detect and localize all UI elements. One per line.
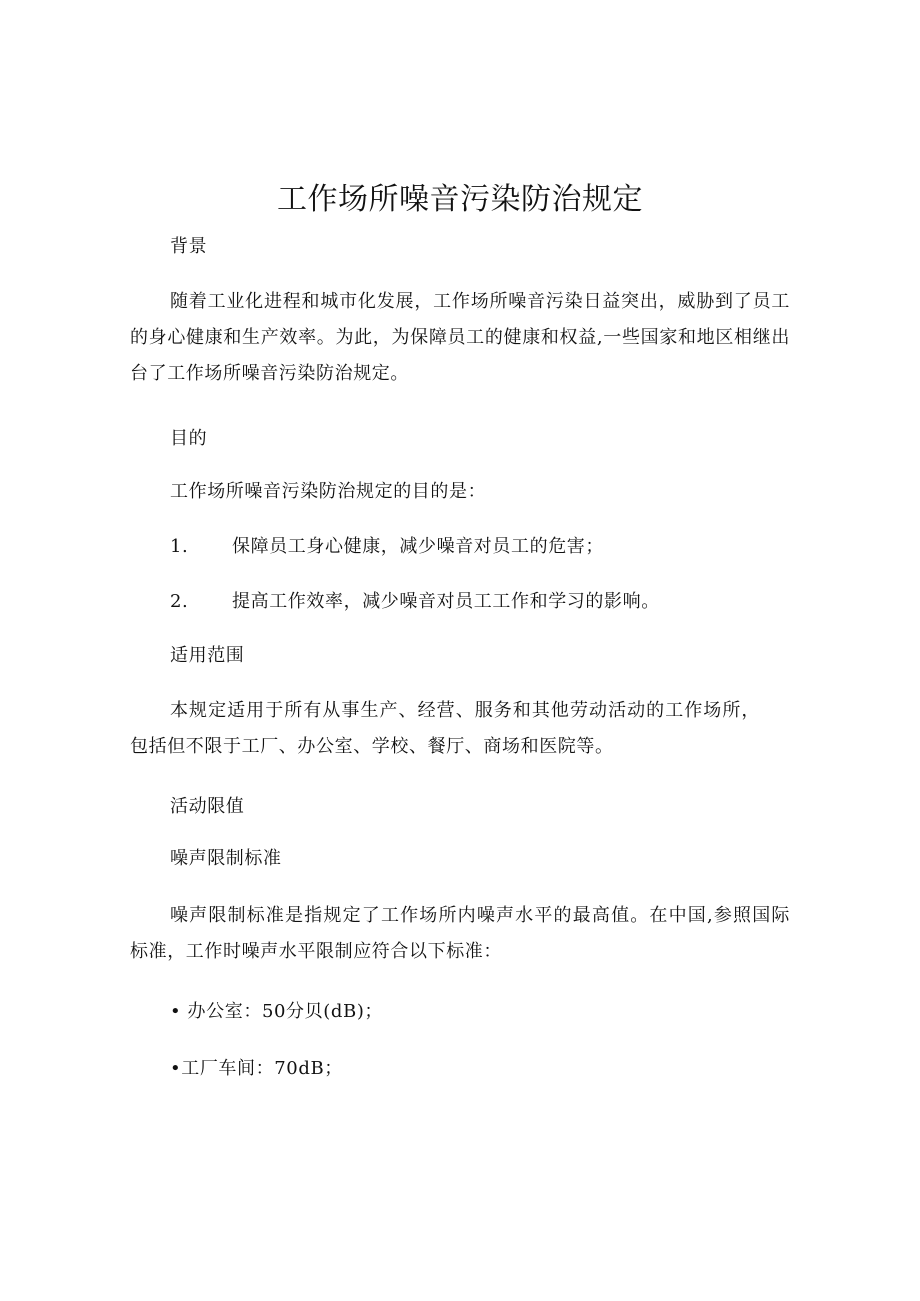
- bullet-office: • 办公室：50分贝(dB)；: [170, 1001, 384, 1022]
- purpose-heading: 目的: [170, 428, 208, 449]
- limits-paragraph: 噪声限制标准是指规定了工作场所内噪声水平的最高值。在中国,参照国际标准，工作时噪声水平限制应符合以下标准：: [130, 905, 790, 962]
- purpose-item-2: [170, 589, 660, 615]
- list-item-text: 保障员工身心健康，减少噪音对员工的危害；: [232, 536, 604, 557]
- background-heading: 背景: [170, 236, 208, 257]
- purpose-item-1: [170, 534, 604, 560]
- scope-heading: 适用范围: [170, 645, 245, 666]
- limits-heading: 活动限值: [170, 796, 245, 817]
- background-paragraph: 随着工业化进程和城市化发展，工作场所噪音污染日益突出，威胁到了员工的身心健康和生产效率。为此，为保障员工的健康和权益,一些国家和地区相继出台了工作场所噪音污染防治规定。: [130, 291, 790, 384]
- list-number: 2.: [170, 591, 189, 612]
- scope-paragraph: 本规定适用于所有从事生产、经营、服务和其他劳动活动的工作场所，包括但不限于工厂、办公室、学校、餐厅、商场和医院等。: [130, 700, 760, 757]
- limits-subheading: 噪声限制标准: [170, 848, 282, 869]
- document-title: 工作场所噪音污染防治规定: [277, 182, 643, 217]
- bullet-factory: •工厂车间：70dB；: [170, 1058, 343, 1079]
- list-item-text: 提高工作效率，减少噪音对员工工作和学习的影响。: [232, 591, 660, 612]
- purpose-intro: 工作场所噪音污染防治规定的目的是：: [170, 481, 487, 502]
- list-number: 1.: [170, 536, 189, 557]
